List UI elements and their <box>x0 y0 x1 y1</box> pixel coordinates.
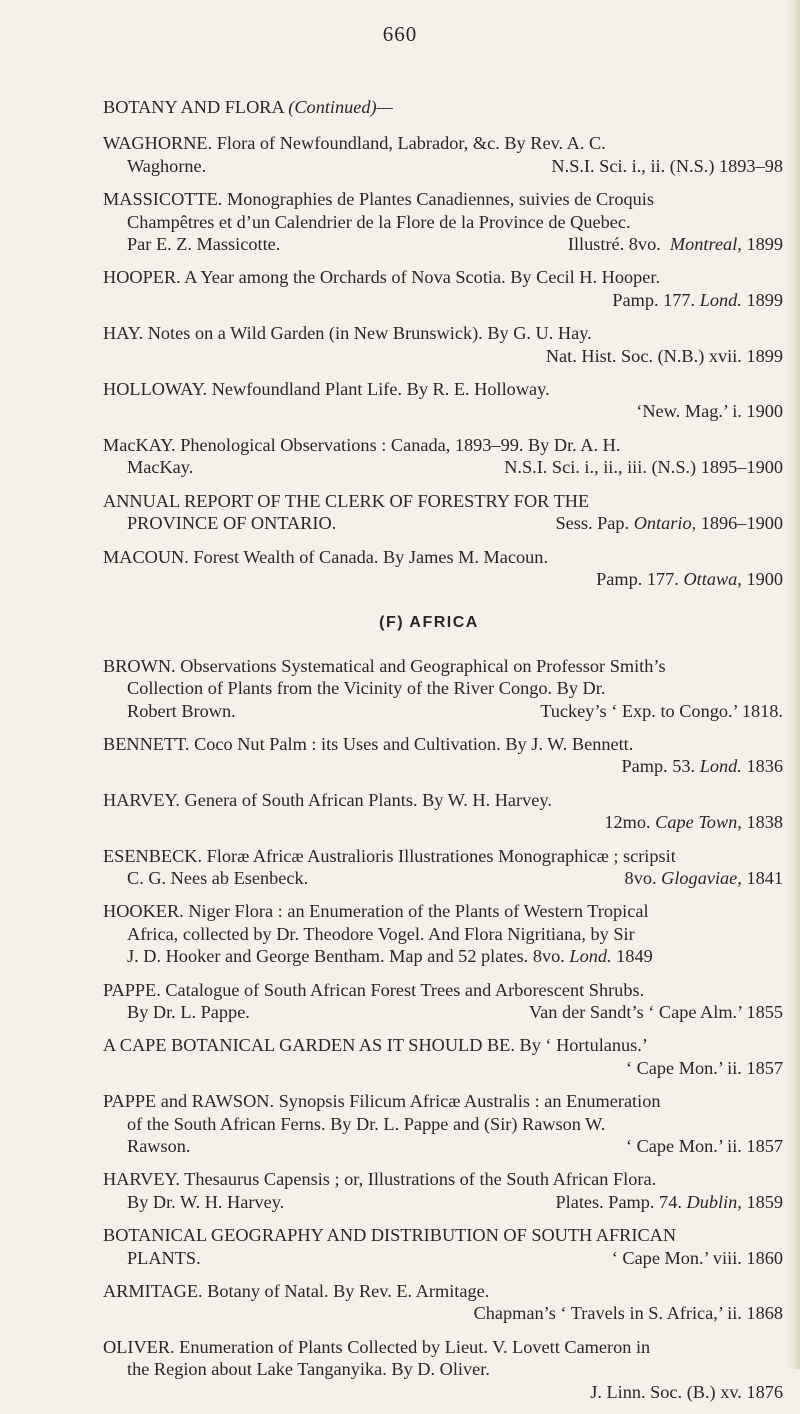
entry-place: Glogaviae, <box>661 867 742 888</box>
bib-entry-annual-report <box>103 490 795 535</box>
entry-text: Rawson. <box>127 1136 191 1157</box>
entry-year: 1841 <box>746 867 783 888</box>
entry-author: BOTANICAL GEOGRAPHY AND DISTRIBUTION OF SOUTH AFRICAN <box>103 1225 677 1246</box>
entry-title: Monographies de Plantes Canadiennes, suivies de Croquis <box>226 189 654 210</box>
entry-source: Nat. Hist. Soc. (N.B.) xvii. 1899 <box>545 345 783 366</box>
bib-entry-esenbeck <box>103 845 795 890</box>
entry-author: ARMITAGE. <box>103 1281 203 1302</box>
bib-entry-armitage <box>103 1280 795 1325</box>
bib-entry-hay <box>103 322 795 367</box>
entry-author: HOLLOWAY. <box>103 379 208 400</box>
africa-heading: (F) AFRICA <box>379 614 479 632</box>
section-continued: (Continued)— <box>288 97 393 117</box>
bib-entry-waghorne <box>103 132 795 177</box>
entry-year: 1899 <box>746 289 783 310</box>
entry-text: Africa, collected by Dr. Theodore Vogel. And Flora Nigritiana, by Sir <box>127 923 635 944</box>
bib-entry-massicotte <box>103 188 795 255</box>
entry-title: Niger Flora : an Enumeration of the Plants of Western Tropical <box>188 901 649 922</box>
entry-format: Plates. Pamp. 74. <box>555 1191 682 1212</box>
entry-source: ‘New. Mag.’ i. 1900 <box>636 401 783 422</box>
entry-place: Dublin, <box>686 1191 742 1212</box>
entry-year: 1836 <box>746 756 783 777</box>
bib-entry-bennett <box>103 733 795 778</box>
entry-year: 1896–1900 <box>700 513 783 534</box>
entry-format: Pamp. 177. <box>612 289 696 310</box>
entry-source: ‘ Cape Mon.’ viii. 1860 <box>611 1247 783 1268</box>
entry-text: By Dr. W. H. Harvey. <box>127 1191 285 1212</box>
entry-title: Observations Systematical and Geographical on Professor Smith’s <box>180 655 666 676</box>
entry-year: 1859 <box>746 1191 783 1212</box>
entry-title: Genera of South African Plants. By W. H. Harvey. <box>184 789 552 810</box>
entry-author: HOOPER. <box>103 267 181 288</box>
entry-author: BENNETT. <box>103 733 190 754</box>
entry-author: HARVEY. <box>103 1169 180 1190</box>
entry-text: Champêtres et d’un Calendrier de la Flore de la Province de Quebec. <box>127 211 631 232</box>
entry-year: 1899 <box>746 234 783 255</box>
entry-title: Flora of Newfoundland, Labrador, &c. By Rev. A. C. <box>216 133 606 154</box>
entry-title: Botany of Natal. By Rev. E. Armitage. <box>207 1281 490 1302</box>
entry-text: C. G. Nees ab Esenbeck. <box>127 867 309 888</box>
entry-title: A Year among the Orchards of Nova Scotia. By Cecil H. Hooper. <box>184 267 661 288</box>
entry-source: J. Linn. Soc. (B.) xv. 1876 <box>590 1381 783 1402</box>
entry-year: 1900 <box>746 568 783 589</box>
entry-author: MACOUN. <box>103 546 189 567</box>
entry-source: Tuckey’s ‘ Exp. to Congo.’ 1818. <box>540 700 783 721</box>
entry-author: HARVEY. <box>103 789 180 810</box>
entry-place: Ontario, <box>633 513 697 534</box>
entry-place: Lond. <box>569 946 612 967</box>
entry-title: Thesaurus Capensis ; or, Illustrations of the South African Flora. <box>184 1169 657 1190</box>
entry-source: ‘ Cape Mon.’ ii. 1857 <box>625 1057 783 1078</box>
entry-title: Notes on a Wild Garden (in New Brunswick). By G. U. Hay. <box>147 323 592 344</box>
entry-author: HOOKER. <box>103 901 184 922</box>
bib-entry-hooker <box>103 900 795 967</box>
bib-entry-oliver <box>103 1336 795 1403</box>
entry-author: MacKAY. <box>103 434 176 455</box>
entry-year: 1849 <box>616 946 653 967</box>
bib-entry-pappe <box>103 979 795 1024</box>
bib-entry-botanical-geography <box>103 1224 795 1269</box>
bib-entry-brown <box>103 655 795 722</box>
entry-title: Enumeration of Plants Collected by Lieut. V. Lovett Cameron in <box>179 1336 651 1357</box>
entry-author: MASSICOTTE. <box>103 189 223 210</box>
entry-source: Chapman’s ‘ Travels in S. Africa,’ ii. 1868 <box>473 1303 783 1324</box>
entry-format: 12mo. <box>604 812 651 833</box>
entry-place: Lond. <box>699 289 742 310</box>
entry-text: MacKay. <box>127 457 194 478</box>
entry-title: Phenological Observations : Canada, 1893–99. By Dr. A. H. <box>180 434 621 455</box>
entry-place: Lond. <box>699 756 742 777</box>
entry-author: ANNUAL REPORT OF THE CLERK OF FORESTRY FOR THE <box>103 490 590 511</box>
entry-text: Robert Brown. <box>127 700 236 721</box>
entry-author: PAPPE. <box>103 979 161 1000</box>
entry-text: Waghorne. <box>127 155 207 176</box>
entry-title: Coco Nut Palm : its Uses and Cultivation. By J. W. Bennett. <box>194 733 634 754</box>
bib-entry-holloway <box>103 378 795 423</box>
bib-entry-mackay <box>103 434 795 479</box>
entry-source: N.S.I. Sci. i., ii., iii. (N.S.) 1895–1900 <box>504 457 783 478</box>
bib-entry-pappe-rawson <box>103 1090 795 1157</box>
bib-entry-cape-garden <box>103 1034 795 1079</box>
entry-place: Cape Town, <box>655 812 742 833</box>
bib-entry-macoun <box>103 546 795 591</box>
entry-title: Forest Wealth of Canada. By James M. Macoun. <box>193 546 549 567</box>
entry-text: Collection of Plants from the Vicinity of the River Congo. By Dr. <box>127 678 606 699</box>
entry-text: J. D. Hooker and George Bentham. Map and 52 plates. 8vo. <box>127 946 565 967</box>
entry-author: PAPPE and RAWSON. <box>103 1091 275 1112</box>
entry-title: By ‘ Hortulanus.’ <box>519 1035 648 1056</box>
entry-source: N.S.I. Sci. i., ii. (N.S.) 1893–98 <box>551 155 783 176</box>
entry-place: Ottawa, <box>683 568 742 589</box>
entry-title: Synopsis Filicum Africæ Australis : an Enumeration <box>278 1091 661 1112</box>
bib-entry-hooper <box>103 266 795 311</box>
entry-format: Sess. Pap. <box>555 513 630 534</box>
entry-author: OLIVER. <box>103 1336 175 1357</box>
entry-source: ‘ Cape Mon.’ ii. 1857 <box>625 1136 783 1157</box>
entry-title: Newfoundland Plant Life. By R. E. Holloway. <box>211 379 550 400</box>
section-title: BOTANY AND FLORA <box>103 97 284 117</box>
entry-author: A CAPE BOTANICAL GARDEN AS IT SHOULD BE. <box>103 1035 515 1056</box>
entry-text: PROVINCE OF ONTARIO. <box>127 513 337 534</box>
entry-author: BROWN. <box>103 655 176 676</box>
entry-text: of the South African Ferns. By Dr. L. Pappe and (Sir) Rawson W. <box>127 1113 606 1134</box>
page-content <box>103 96 795 1414</box>
entry-title: Floræ Africæ Australioris Illustrationes Monographicæ ; scripsit <box>206 845 676 866</box>
entry-year: 1838 <box>746 812 783 833</box>
entry-text: Par E. Z. Massicotte. <box>127 234 281 255</box>
entry-format: Pamp. 177. <box>596 568 679 589</box>
section-heading <box>103 96 795 118</box>
entry-author: ESENBECK. <box>103 845 203 866</box>
entry-format: Illustré. 8vo. <box>567 234 661 255</box>
page-number: 660 <box>382 22 418 46</box>
entry-text: the Region about Lake Tanganyika. By D. Oliver. <box>127 1359 490 1380</box>
bib-entry-harvey-1838 <box>103 789 795 834</box>
entry-format: 8vo. <box>624 867 657 888</box>
entry-place: Montreal, <box>669 234 742 255</box>
entry-author: HAY. <box>103 323 144 344</box>
entry-text: By Dr. L. Pappe. <box>127 1002 250 1022</box>
entry-text: PLANTS. <box>127 1247 201 1268</box>
entry-title: Catalogue of South African Forest Trees and Arborescent Shrubs. <box>165 979 645 1000</box>
bib-entry-harvey-1859 <box>103 1168 795 1213</box>
entry-author: WAGHORNE. <box>103 133 213 154</box>
entry-format: Pamp. 53. <box>621 756 696 777</box>
entry-source: Van der Sandt’s ‘ Cape Alm.’ 1855 <box>528 1002 783 1022</box>
